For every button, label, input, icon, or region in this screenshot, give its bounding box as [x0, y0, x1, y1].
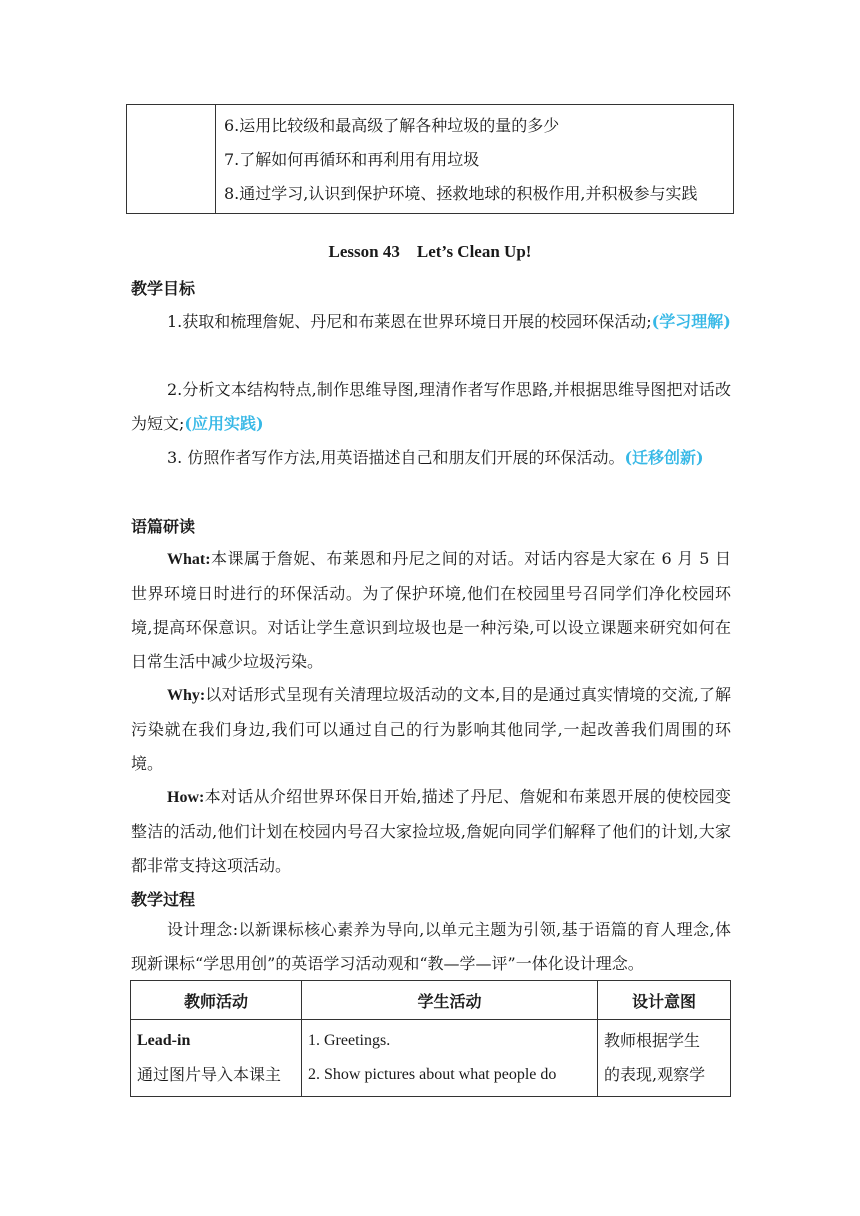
objectives-table-content-cell — [216, 105, 734, 214]
goal-text: 1.获取和梳理詹妮、丹尼和布莱恩在世界环境日开展的校园环保活动; — [167, 312, 652, 331]
objective-item: 8.通过学习,认识到保护环境、拯救地球的积极作用,并积极参与实践 — [224, 184, 698, 203]
objective-item: 6.运用比较级和最高级了解各种垃圾的量的多少 — [224, 116, 560, 135]
goal-item-1 — [131, 305, 731, 339]
goal-tag: (学习理解) — [651, 312, 731, 331]
lesson-title: Lesson 43 Let’s Clean Up! — [328, 242, 532, 261]
objectives-table-empty-cell — [127, 105, 216, 214]
how-text: 本对话从介绍世界环保日开始,描述了丹尼、詹妮和布莱恩开展的使校园变整洁的活动,他们计划在校园内号召大家捡垃圾,詹妮向同学们解释了他们的计划,大家都非常支持这项活动。 — [131, 787, 731, 875]
section-heading-process: 教学过程 — [131, 890, 196, 909]
teacher-activity-text: 通过图片导入本课主 — [137, 1065, 282, 1084]
student-activity-cell — [302, 1020, 598, 1097]
why-label: Why: — [167, 687, 206, 704]
goal-text: 3. 仿照作者写作方法,用英语描述自己和朋友们开展的环保活动。 — [167, 448, 625, 467]
header-design-intent: 设计意图 — [598, 981, 731, 1020]
reading-why — [131, 678, 731, 781]
what-label: What: — [167, 551, 211, 568]
design-intent-line: 教师根据学生 — [604, 1031, 701, 1050]
teacher-activity-title: Lead-in — [137, 1032, 191, 1049]
design-intent-cell — [598, 1020, 731, 1097]
teacher-activity-cell — [131, 1020, 302, 1097]
section-heading-goals: 教学目标 — [131, 279, 196, 298]
section-heading-reading: 语篇研读 — [131, 517, 196, 536]
reading-what — [131, 542, 731, 679]
process-table — [130, 980, 731, 1097]
process-table-header-row — [131, 981, 731, 1020]
goal-item-3 — [131, 441, 731, 475]
why-text: 以对话形式呈现有关清理垃圾活动的文本,目的是通过真实情境的交流,了解污染就在我们身边,我们可以通过自己的行为影响其他同学,一起改善我们周围的环境。 — [131, 685, 731, 773]
objectives-table — [126, 104, 734, 214]
reading-how — [131, 780, 731, 883]
objective-item: 7.了解如何再循环和再利用有用垃圾 — [224, 150, 480, 169]
header-student-activity: 学生活动 — [302, 981, 598, 1020]
how-label: How: — [167, 789, 205, 806]
goal-text: 2.分析文本结构特点,制作思维导图,理清作者写作思路,并根据思维导图把对话改为短文; — [131, 380, 731, 433]
goal-tag: (迁移创新) — [624, 448, 704, 467]
what-text: 本课属于詹妮、布莱恩和丹尼之间的对话。对话内容是大家在 6 月 5 日世界环境日时进行的环保活动。为了保护环境,他们在校园里号召同学们净化校园环境,提高环保意识。对话让学生意识到垃圾也是一种污染,可以设立课题来研究如何在日常生活中减少垃圾污染。 — [131, 549, 731, 671]
design-intent-line: 的表现,观察学 — [604, 1065, 706, 1084]
table-row — [131, 1020, 731, 1097]
goal-item-2 — [131, 373, 731, 441]
student-activity-line: 1. Greetings. — [308, 1032, 391, 1049]
student-activity-line: 2. Show pictures about what people do — [308, 1066, 557, 1083]
goal-tag: (应用实践) — [184, 414, 264, 433]
process-intro: 设计理念:以新课标核心素养为导向,以单元主题为引领,基于语篇的育人理念,体现新课标“学思用创”的英语学习活动观和“教—学—评”一体化设计理念。 — [131, 920, 731, 973]
header-teacher-activity: 教师活动 — [131, 981, 302, 1020]
